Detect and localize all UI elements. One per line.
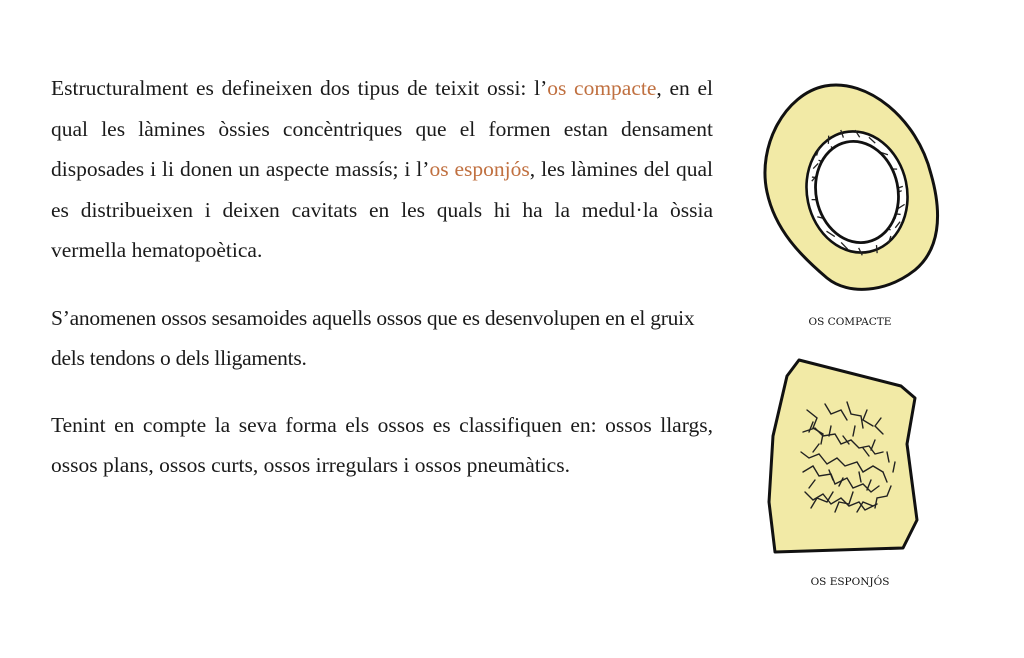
paragraph-text: , en el qual les làmines òssies concèntriques que el formen estan densament disposades i li donen un aspecte massís; i l’: [51, 76, 713, 181]
paragraph-text: Estructuralment es defineixen dos tipus de teixit ossi: l’: [51, 76, 548, 100]
paragraph-bone-classification: Tenint en compte la seva forma els ossos es classifiquen en: ossos llargs, ossos plans, ossos curts, ossos irregulars i ossos pneumàtics.: [51, 412, 713, 477]
figure-spongy-bone: [755, 352, 945, 592]
paragraph-sesamoid-bones: S’anomenen ossos sesamoides aquells ossos que es desenvolupen en el gruix dels tendons o dels lligaments.: [51, 305, 695, 370]
figure-compact-bone: [755, 82, 945, 332]
caption-os-esponjos: OS ESPONJÓS: [810, 576, 890, 588]
caption-os-compacte: OS COMPACTE: [808, 316, 892, 328]
main-text: [51, 68, 713, 485]
paragraph-bone-tissue-types: [51, 68, 713, 271]
term-os-esponjos: os esponjós: [429, 157, 530, 181]
term-os-compacte: os compacte: [547, 76, 657, 100]
spongy-bone-cross-section-icon: [755, 352, 945, 572]
paragraph-text: , les làmines del qual es distribueixen i deixen cavitats en les quals hi ha la medul·la òssia vermella hematopoètica.: [51, 157, 713, 262]
compact-bone-cross-section-icon: [755, 82, 945, 312]
